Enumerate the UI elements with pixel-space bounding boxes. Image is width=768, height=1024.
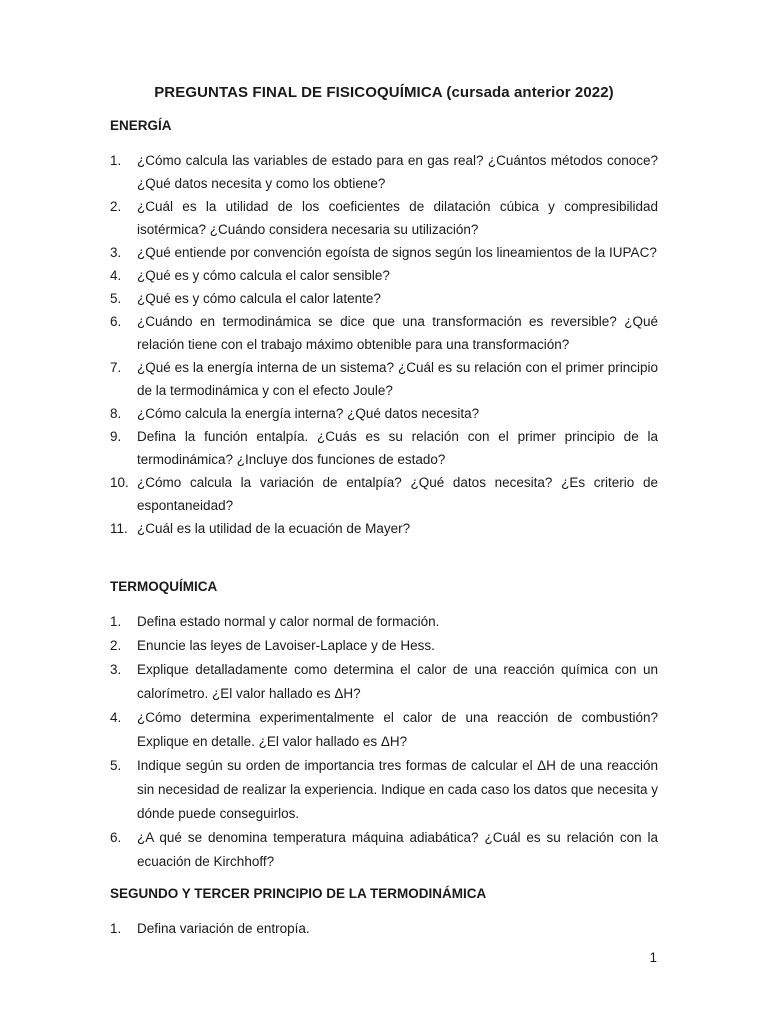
item-text: Defina variación de entropía.: [137, 921, 310, 936]
item-text: Indique según su orden de importancia tres formas de calcular el ΔH de una reacción sin necesidad de realizar la experiencia. Indique en cada caso los datos que necesita y dónde puede conseguirlos.: [137, 758, 658, 821]
list-item: [110, 517, 658, 540]
item-text: ¿Qué es la energía interna de un sistema? ¿Cuál es su relación con el primer principio de la termodinámica y con el efecto Joule?: [137, 360, 658, 398]
question-list-termoquimica: [110, 610, 658, 874]
item-text: ¿Qué entiende por convención egoísta de signos según los lineamientos de la IUPAC?: [137, 245, 657, 260]
item-text: ¿Cuál es la utilidad de la ecuación de Mayer?: [137, 521, 411, 536]
item-number: 1.: [110, 153, 122, 168]
item-number: 9.: [110, 429, 122, 444]
item-number: 10.: [110, 475, 129, 490]
item-number: 7.: [110, 360, 122, 375]
list-item: [110, 754, 658, 826]
item-text: Enuncie las leyes de Lavoiser-Laplace y de Hess.: [137, 638, 435, 653]
item-text: Defina la función entalpía. ¿Cuás es su relación con el primer principio de la termodinámica? ¿Incluye dos funciones de estado?: [137, 429, 658, 467]
list-item: [110, 310, 658, 356]
list-item: [110, 826, 658, 874]
section-heading-segundo-tercer-principio: SEGUNDO Y TERCER PRINCIPIO DE LA TERMODINÁMICA: [110, 886, 487, 901]
item-text: ¿Qué es y cómo calcula el calor sensible?: [137, 268, 390, 283]
page-number: 1: [649, 950, 657, 965]
item-number: 5.: [110, 758, 122, 773]
list-item: [110, 658, 658, 706]
item-text: ¿Cómo calcula las variables de estado para en gas real? ¿Cuántos métodos conoce? ¿Qué datos necesita y como los obtiene?: [137, 153, 658, 191]
item-number: 1.: [110, 614, 122, 629]
section-heading-termoquimica: TERMOQUÍMICA: [110, 579, 218, 594]
list-item: [110, 402, 658, 425]
item-text: ¿A qué se denomina temperatura máquina adiabática? ¿Cuál es su relación con la ecuación de Kirchhoff?: [137, 830, 658, 869]
list-item: [110, 264, 658, 287]
item-text: ¿Qué es y cómo calcula el calor latente?: [137, 291, 381, 306]
item-number: 1.: [110, 921, 122, 936]
item-number: 4.: [110, 710, 122, 725]
question-list-segundo-tercer-principio: [110, 917, 658, 940]
list-item: [110, 287, 658, 310]
list-item: [110, 425, 658, 471]
list-item: [110, 634, 658, 658]
list-item: [110, 241, 658, 264]
item-number: 3.: [110, 662, 122, 677]
item-number: 2.: [110, 638, 122, 653]
item-number: 5.: [110, 291, 122, 306]
list-item: [110, 356, 658, 402]
item-text: ¿Cómo calcula la variación de entalpía? ¿Qué datos necesita? ¿Es criterio de espontaneidad?: [137, 475, 658, 513]
item-number: 8.: [110, 406, 122, 421]
item-text: ¿Cuándo en termodinámica se dice que una transformación es reversible? ¿Qué relación tiene con el trabajo máximo obtenible para una transformación?: [137, 314, 658, 352]
document-title: PREGUNTAS FINAL DE FISICOQUÍMICA (cursada anterior 2022): [154, 84, 614, 101]
section-heading-energia: ENERGÍA: [110, 118, 172, 133]
list-item: [110, 195, 658, 241]
item-number: 6.: [110, 830, 122, 845]
item-number: 2.: [110, 199, 122, 214]
item-text: Defina estado normal y calor normal de formación.: [137, 614, 440, 629]
item-text: ¿Cómo determina experimentalmente el calor de una reacción de combustión? Explique en detalle. ¿El valor hallado es ΔH?: [137, 710, 658, 749]
question-list-energia: [110, 149, 658, 540]
item-text: Explique detalladamente como determina el calor de una reacción química con un calorímetro. ¿El valor hallado es ΔH?: [137, 662, 658, 701]
list-item: [110, 149, 658, 195]
list-item: [110, 471, 658, 517]
list-item: [110, 917, 658, 940]
list-item: [110, 610, 658, 634]
list-item: [110, 706, 658, 754]
item-text: ¿Cómo calcula la energía interna? ¿Qué datos necesita?: [137, 406, 480, 421]
item-number: 11.: [110, 521, 128, 536]
item-text: ¿Cuál es la utilidad de los coeficientes de dilatación cúbica y compresibilidad isotérmica? ¿Cuándo considera necesaria su utilización?: [137, 199, 658, 237]
item-number: 3.: [110, 245, 122, 260]
item-number: 6.: [110, 314, 122, 329]
item-number: 4.: [110, 268, 122, 283]
